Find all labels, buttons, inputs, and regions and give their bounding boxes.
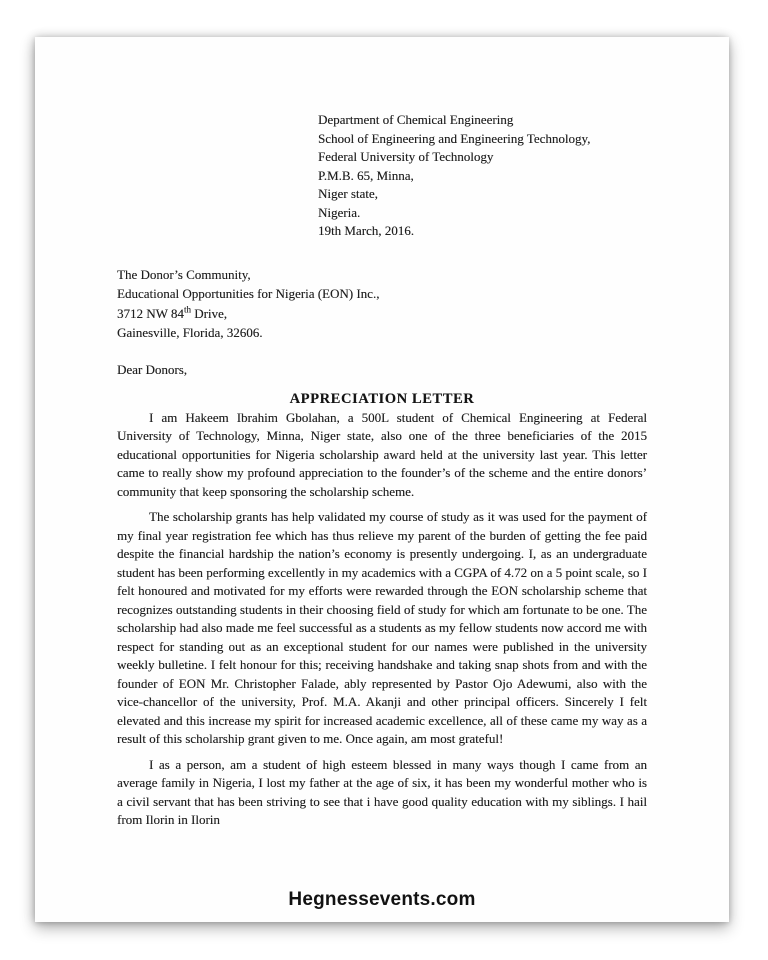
sender-line-pmb: P.M.B. 65, Minna, <box>318 167 414 183</box>
letter-title: APPRECIATION LETTER <box>289 391 475 407</box>
letter-content <box>117 111 647 830</box>
recipient-address-block <box>117 265 647 343</box>
street-number: 3712 NW 84 <box>117 305 184 321</box>
street-ordinal-suffix: th <box>183 304 191 315</box>
sender-line-date: 19th March, 2016. <box>318 223 415 238</box>
sender-line-department: Department of Chemical Engineering <box>318 112 514 127</box>
recipient-line-city: Gainesville, Florida, 32606. <box>117 325 263 340</box>
recipient-line-street <box>117 304 647 324</box>
letter-page <box>35 37 729 922</box>
recipient-line-organization: Educational Opportunities for Nigeria (EON) Inc., <box>117 286 380 301</box>
paragraph-scholarship-impact: The scholarship grants has help validated my course of study as it was used for the payment of my final year registration fee which has thus relieve my parent of the burden of getting the fee paid despite the financial hardship the nation’s economy is presently undergoing. I, as an undergraduate student has been performing excellently in my academics with a CGPA of 4.72 on a 5 point scale, so I felt honoured and motivated for my efforts were rewarded through the EON scholarship scheme that recognizes outstanding students in their choosing field of study for which am fortunate to be one. The scholarship had also made me feel successful as a students as my fellow students now accord me with respect for standing out as an exceptional student for our names were published in the university weekly bulletine. I felt honour for this; receiving handshake and taking snap shots from and with the founder of EON Mr. Christopher Falade, ably represented by Pastor Ojo Adewumi, also with the vice-chancellor of the university, Prof. M.A. Akanji and other principal officers. Sincerely I felt elevated and this increase my spirit for increased academic excellence, all of these came my way as a result of this scholarship grant given to me. Once again, am most grateful! <box>117 509 647 746</box>
website-watermark: Hegnessevents.com <box>288 889 476 910</box>
sender-line-country: Nigeria. <box>318 204 361 220</box>
sender-line-school: School of Engineering and Engineering Technology, <box>318 130 591 146</box>
paragraph-personal-background: I as a person, am a student of high esteem blessed in many ways though I came from an average family in Nigeria, I lost my father at the age of six, it has been my wonderful mother who is a civil servant that has been striving to see that i have good quality education with my siblings. I hail from Ilorin in Ilorin <box>117 756 647 827</box>
paragraph-introduction: I am Hakeem Ibrahim Gbolahan, a 500L student of Chemical Engineering at Federal University of Technology, Minna, Niger state, also one of the three beneficiaries of the 2015 educational opportunities for Nigeria scholarship award held at the university last year. This letter came to really show my profound appreciation to the founder’s of the scheme and the entire donors’ community that keep sponsoring the scholarship scheme. <box>117 409 647 499</box>
sender-address-block <box>318 111 647 241</box>
recipient-line-community: The Donor’s Community, <box>117 266 251 282</box>
street-name: Drive, <box>190 305 228 321</box>
sender-line-state: Niger state, <box>318 186 378 201</box>
sender-line-university: Federal University of Technology <box>318 149 494 164</box>
salutation: Dear Donors, <box>117 361 188 377</box>
